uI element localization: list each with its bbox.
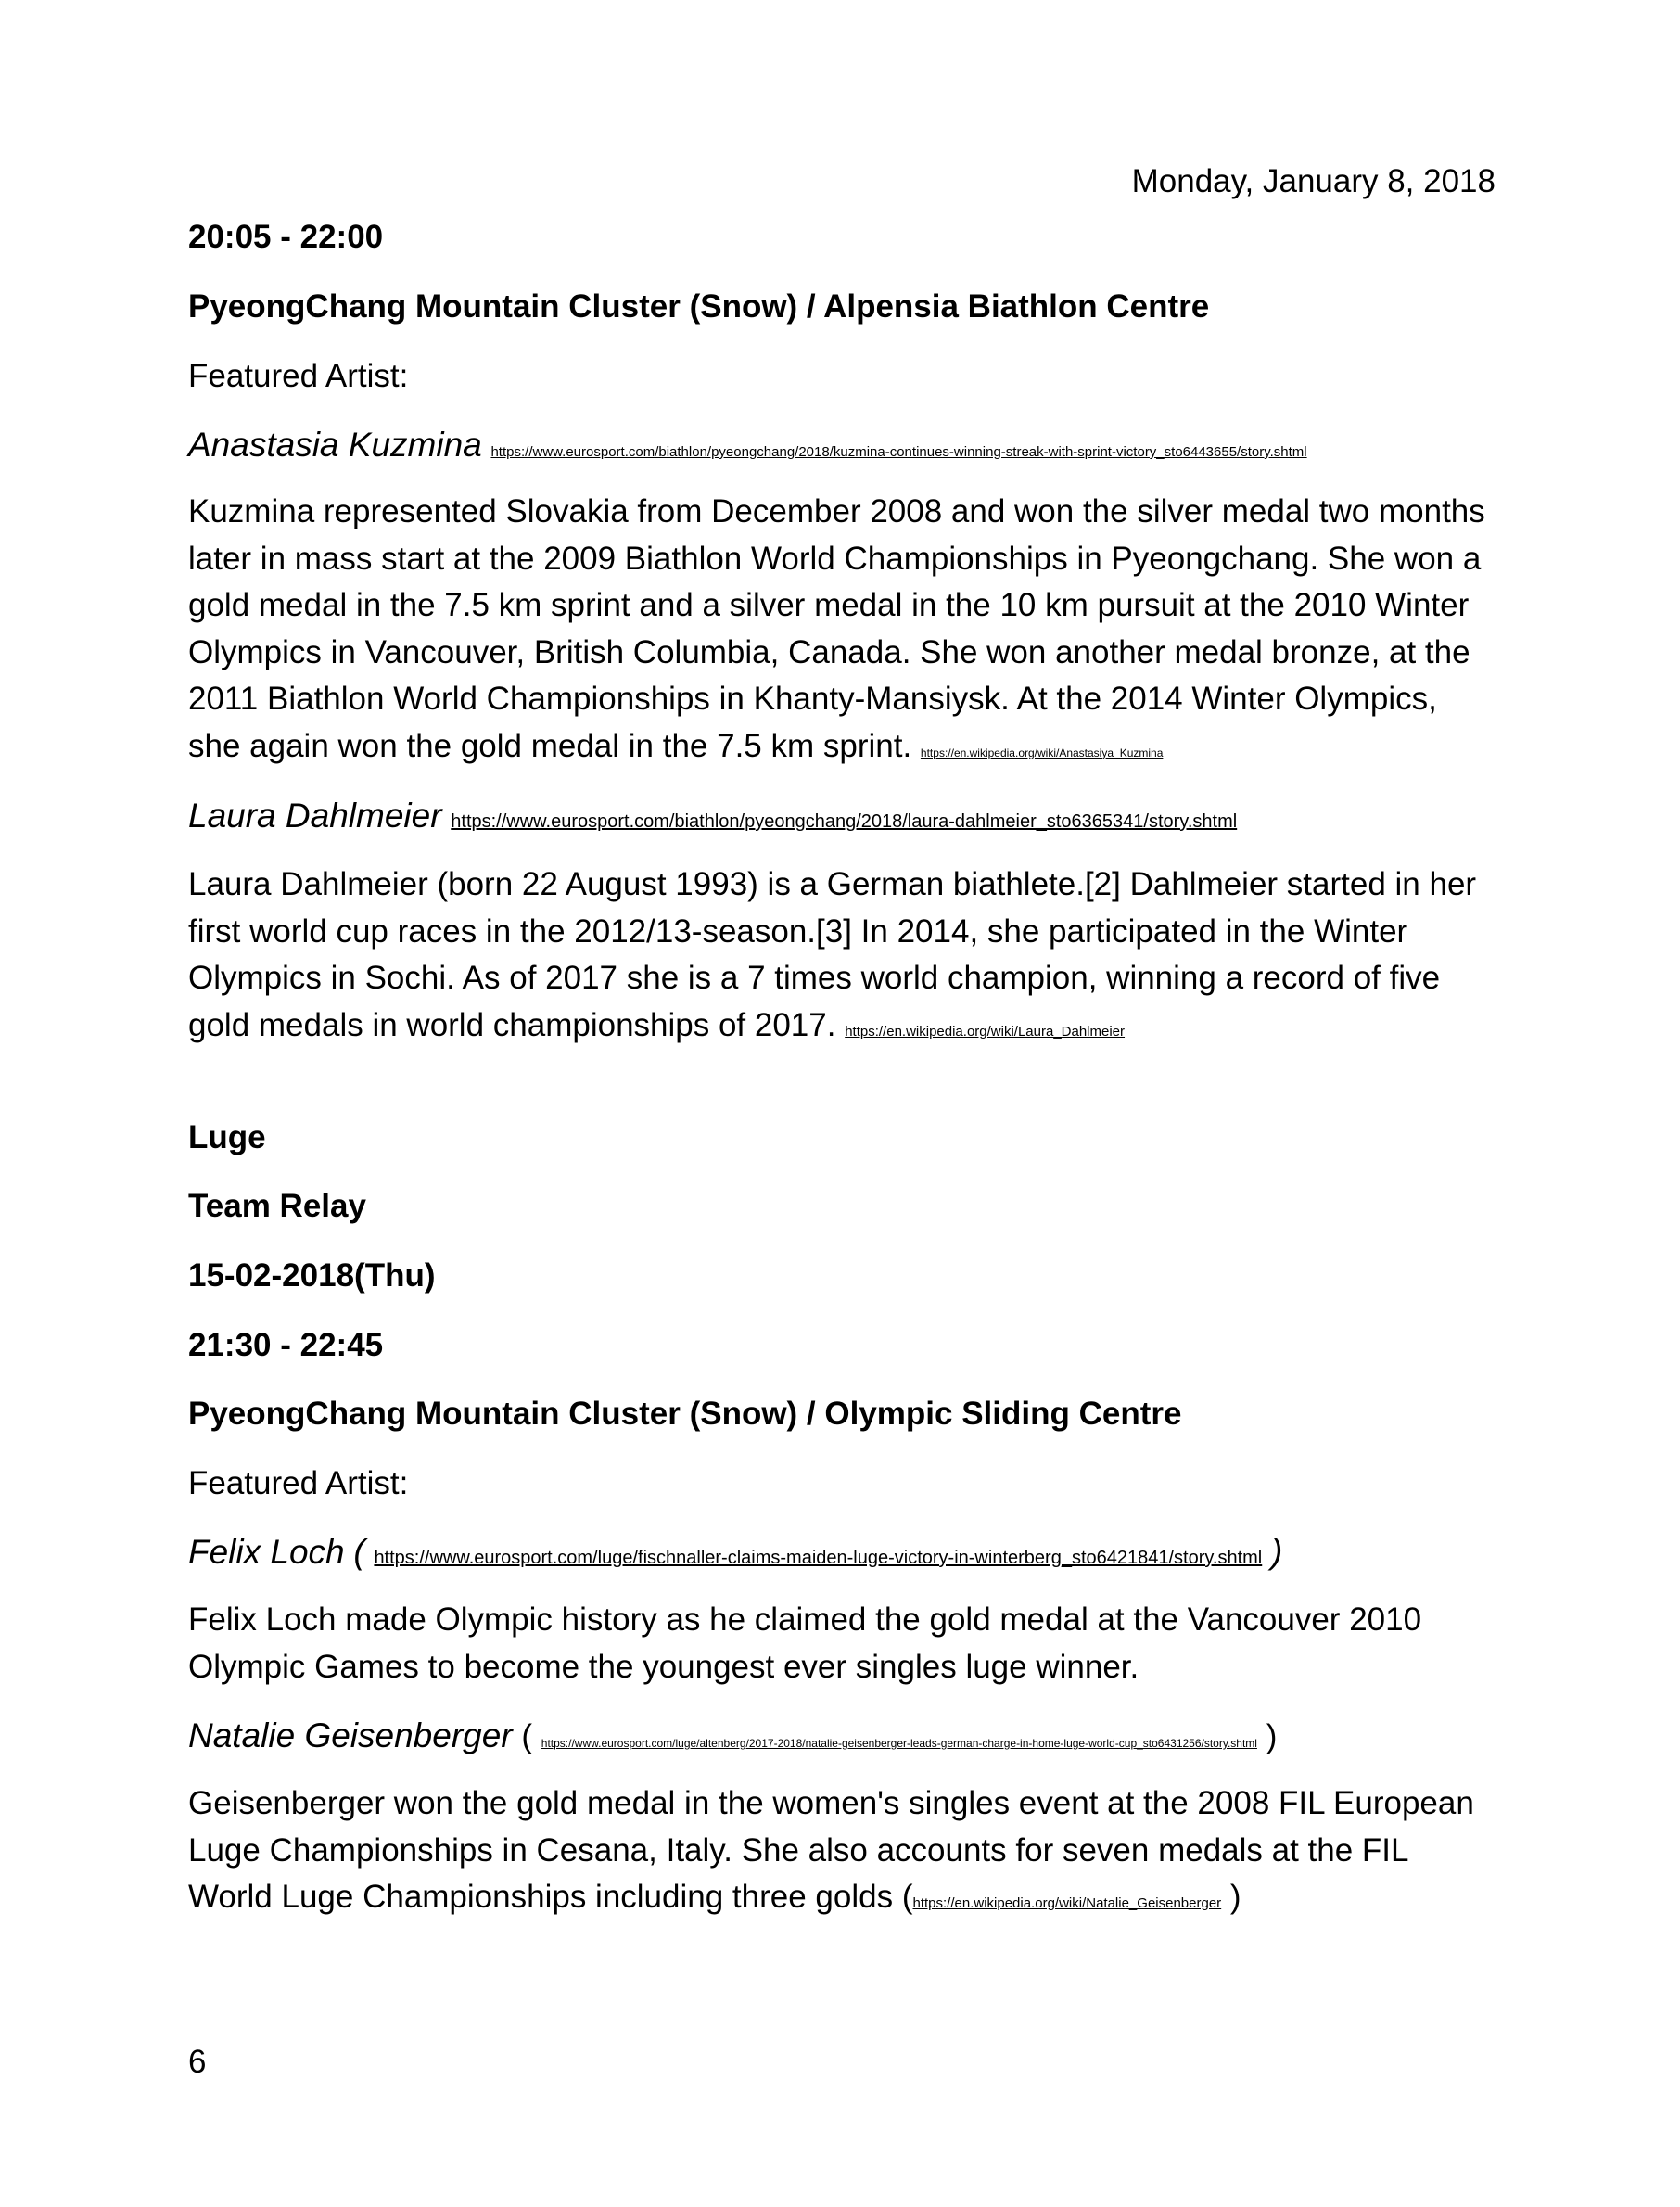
- event2-artist2-heading: [188, 1713, 1495, 1767]
- bio-text-geisenberger: Geisenberger won the gold medal in the women's singles event at the 2008 FIL European Luge Championships in Cesana, Italy. She also accounts for seven medals at the FIL World Luge Championships including three golds: [188, 1785, 1474, 1915]
- event1-artist2-bio: [188, 861, 1495, 1055]
- event2-featured-label: Featured Artist:: [188, 1465, 409, 1501]
- artist-name-geisenberger: Natalie Geisenberger: [188, 1716, 513, 1754]
- event2-artist1-heading: [188, 1529, 1495, 1581]
- event1-time: 20:05 - 22:00: [188, 219, 384, 255]
- event2-date: 15-02-2018(Thu): [188, 1257, 436, 1294]
- open-paren: (: [353, 1533, 365, 1571]
- event2-sport: Luge: [188, 1119, 266, 1155]
- event1-artist1-heading: [188, 422, 1495, 476]
- document-date: Monday, January 8, 2018: [1131, 163, 1495, 199]
- event2-time: 21:30 - 22:45: [188, 1327, 384, 1363]
- event2-discipline: Team Relay: [188, 1188, 366, 1224]
- document-page: [188, 0, 1495, 2207]
- event2-artist2-bio: [188, 1780, 1495, 1928]
- close-paren: ): [1229, 1879, 1241, 1915]
- event2-venue: PyeongChang Mountain Cluster (Snow) / Olympic Sliding Centre: [188, 1396, 1182, 1432]
- artist-name-dahlmeier: Laura Dahlmeier: [188, 797, 442, 835]
- artist-link-dahlmeier[interactable]: https://www.eurosport.com/biathlon/pyeongchang/2018/laura-dahlmeier_sto6365341/story.shtml: [451, 811, 1238, 832]
- source-link-dahlmeier[interactable]: https://en.wikipedia.org/wiki/Laura_Dahlmeier: [845, 1023, 1126, 1040]
- source-link-kuzmina[interactable]: https://en.wikipedia.org/wiki/Anastasiya_Kuzmina: [920, 746, 1164, 759]
- artist-name-kuzmina: Anastasia Kuzmina: [188, 426, 482, 464]
- page-number: 6: [188, 2044, 207, 2080]
- source-link-geisenberger[interactable]: https://en.wikipedia.org/wiki/Natalie_Geisenberger: [912, 1895, 1222, 1911]
- bio-text-kuzmina: Kuzmina represented Slovakia from December 2008 and won the silver medal two months later in mass start at the 2009 Biathlon World Championships in Pyeongchang. She won a gold medal in the 7.5 km sprint and a silver medal in the 10 km pursuit at the 2010 Winter Olympics in Vancouver, British Columbia, Canada. She won another medal bronze, at the 2011 Biathlon World Championships in Khanty-Mansiysk. At the 2014 Winter Olympics, she again won the gold medal in the 7.5 km sprint.: [188, 493, 1485, 764]
- event2-artist1-bio: Felix Loch made Olympic history as he claimed the gold medal at the Vancouver 2010 Olympic Games to become the youngest ever singles luge winner.: [188, 1601, 1422, 1685]
- artist-name-loch: Felix Loch: [188, 1533, 345, 1571]
- event1-artist2-heading: [188, 793, 1495, 845]
- event1-featured-label: Featured Artist:: [188, 358, 409, 394]
- close-paren: ): [1270, 1533, 1283, 1571]
- event1-artist1-bio: [188, 489, 1495, 776]
- bio-text-dahlmeier: Laura Dahlmeier (born 22 August 1993) is a German biathlete.[2] Dahlmeier started in her first world cup races in the 2012/13-season.[3] In 2014, she participated in the Winter Olympics in Sochi. As of 2017 she is a 7 times world champion, winning a record of five gold medals in world championships of 2017.: [188, 866, 1477, 1043]
- event1-venue: PyeongChang Mountain Cluster (Snow) / Alpensia Biathlon Centre: [188, 288, 1210, 325]
- artist-link-geisenberger[interactable]: https://www.eurosport.com/luge/altenberg/2017-2018/natalie-geisenberger-leads-german-charge-in-home-luge-world-cup_sto6431256/story.shtml: [541, 1737, 1257, 1750]
- artist-link-kuzmina[interactable]: https://www.eurosport.com/biathlon/pyeongchang/2018/kuzmina-continues-winning-streak-with-sprint-victory_sto6443655/story.shtml: [490, 444, 1307, 460]
- open-paren: (: [521, 1718, 533, 1754]
- artist-link-loch[interactable]: https://www.eurosport.com/luge/fischnaller-claims-maiden-luge-victory-in-winterberg_sto6421841/story.shtml: [374, 1548, 1263, 1568]
- open-paren: (: [901, 1879, 913, 1915]
- close-paren: ): [1266, 1718, 1278, 1754]
